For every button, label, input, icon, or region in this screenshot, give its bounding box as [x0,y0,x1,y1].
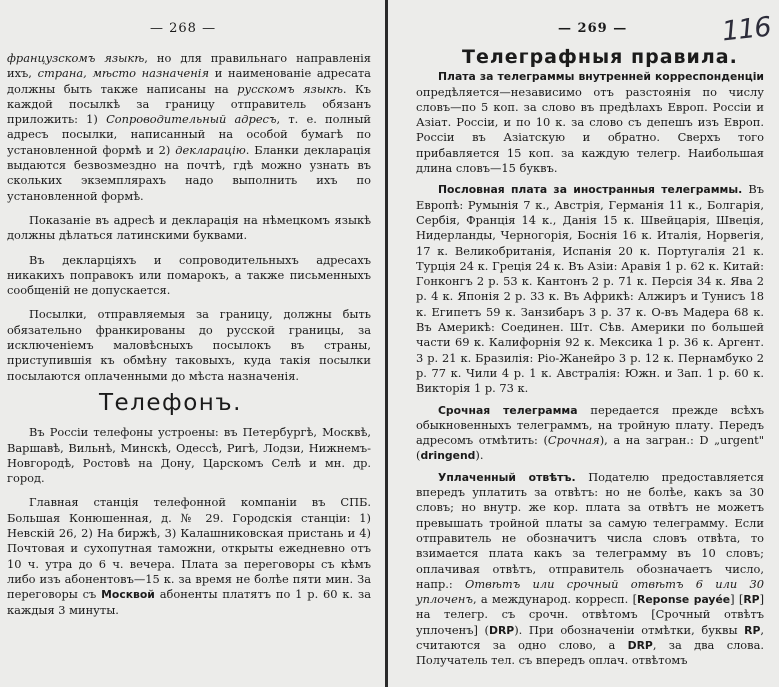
right-page [388,0,779,687]
paragraph: Въ Россіи телефоны устроены: въ Петербургѣ, Москвѣ, Варшавѣ, Вильнѣ, Минскѣ, Одессѣ, Ригѣ, Лодзи, Нижнемъ-Новгородѣ, Ростовѣ на Дону, Царскомъ Селѣ и мн. др. город. [7,425,371,486]
text-span: ). При обозначеніи отмѣтки, буквы [514,622,745,637]
paragraph: Въ декларціяхъ и сопроводительныхъ адресахъ никакихъ поправокъ или помарокъ, а также письменныхъ сообщеній не допускается. [7,252,371,298]
italic-text: Сопроводительный адресъ [106,112,277,127]
bold-text: Reponse payée [637,593,731,607]
text-span: и наименованіе адресата должны быть также написаны на [7,66,371,96]
bold-text: RP [743,593,760,607]
italic-text: Отвѣтъ или срочный отвѣтъ 6 или 30 уплоченъ [416,576,764,607]
bold-text: DRP [489,623,515,637]
page-number: — 268 — [150,21,217,36]
paragraph: Посылки, отправляемыя за границу, должны быть обязательно франкированы до русской границы, за исключеніемъ маловѣсныхъ посылокъ въ страны, приступившія къ обмѣну таковыхъ, куда такія посылки посылаются оплаченными до мѣста назначенія. [7,307,371,383]
italic-text: русскомъ языкѣ [237,81,343,96]
text-span: , считаются за одно слово, а [416,622,764,652]
paragraph [7,495,371,617]
handwritten-page-number: 116 [720,11,773,48]
text-span: . Бланки декларація выдаются безвозмездно на почтѣ, гдѣ можно узнать въ скольких экземплярахъ надо выполнить ихъ по установленной формѣ. [7,142,371,203]
text-span: . Къ каждой посылкѣ за границу отправитель обязанъ приложить: 1) [7,81,372,127]
text-span: , но для правильнаго направленія ихъ, [7,51,371,81]
text-span: ). [475,448,484,463]
text-span: опредѣляется—независимо отъ разстоянія по числу словъ—по 5 коп. за слово въ предѣлахъ Европ. Россіи и Азіат. Россіи, и по 10 к. за слово съ депешъ изъ Европ. Россіи въ Азіатскую и обратно. Сверхъ того прибавляется 15 коп. за каждую телегр. Наибольшая длина словъ—15 буквъ. [416,84,764,176]
paragraph [7,51,371,204]
bold-heading: Срочная телеграмма [438,403,578,417]
italic-text: декларацію [175,142,246,157]
paragraph [416,403,764,464]
italic-text: страна, мѣсто назначенія [37,66,209,81]
bold-text: RP [744,623,761,637]
bold-text: Москвой [101,588,155,602]
bold-text: dringend [420,449,476,463]
section-title: Телефонъ. [99,389,242,416]
page-title: Телеграфныя правила. [462,46,738,68]
paragraph: Показаніе въ адресѣ и декларація на нѣмецкомъ языкѣ должны дѣлаться латинскими буквами. [7,212,371,243]
text-span: передается прежде всѣхъ обыкновенныхъ телеграммъ, на тройную плату. Передъ адресомъ отмѣтить: ( [416,402,764,448]
page-number: — 269 — [558,21,628,36]
bold-heading: Уплаченный отвѣтъ. [438,470,576,484]
text-span: , за два слова. Получатель тел. съ впередъ оплач. отвѣтомъ [416,637,764,668]
text-span: ] на телегр. съ срочн. отвѣтомъ [Срочный отвѣтъ уплоченъ] ( [416,592,765,637]
left-page [0,0,385,687]
text-span: Подателю предоставляется впередъ уплатить за отвѣтъ: но не болѣе, какъ за 30 словъ; но внутр. же кор. плата за отвѣтъ не можетъ превышать тройной платы за самую телеграмму. Если отправитель не обозначитъ числа словъ отвѣта, то взимается плата какъ за телеграмму въ 10 словъ; оплачивая отвѣтъ, отправитель обозначаетъ число, напр.: [416,469,764,591]
paragraph [416,69,764,176]
text-span: ), а на загран.: D „urgent" ( [416,433,764,463]
bold-heading: Плата за телеграммы внутренней корреспонденціи [438,70,764,84]
text-span: ] [ [730,592,744,607]
text-span: Въ Европѣ: Румынія 7 к., Австрія, Германія 11 к., Болгарія, Сербія, Франція 14 к., Данія 15 к. Швейцарія, Швеція, Нидерланды, Черногорія, Боснія 16 к. Италія, Норвегія, 17 к. Великобританія, Испанія 20 к. Португалія 21 к. Турція 24 к. Греція 24 к. Въ Азіи: Аравія 1 р. 62 к. Китай: Гонконгъ 2 р. 53 к. Кантонъ 2 р. 71 к. Персія 34 к. Ява 2 р. 4 к. Японія 2 р. 33 к. Въ Африкѣ: Алжиръ и Тунисъ 18 к. Египетъ 59 к. Занзибаръ 3 р. 37 к. О-въ Мадера 68 к. Въ Америкѣ: Соединен. Шт. Сѣв. Америки по большей части 69 к. Калифорнія 92 к. Мексика 1 р. 36 к. Аргент. 3 р. 21 к. Бразилія: Ріо-Жанейро 3 р. 12 к. Пернамбуко 2 р. 77 к. Чили 4 р. 1 к. Австралія: Южн. и Зап. 1 р. 60 к. Викторія 1 р. 73 к. [416,182,764,396]
paragraph [416,470,764,669]
text-span: Главная станція телефонной компаніи въ СПБ. Большая Конюшенная, д. № 29. Городскія станціи: 1) Невскій 26, 2) На биржѣ, 3) Калашниковская пристань и 4) Почтовая и сухопутная таможни, открыты ежедневно отъ 10 ч. утра до 6 ч. вечера. Плата за переговоры съ кѣмъ либо изъ абонентовъ—15 к. за время не болѣе пяти мин. За переговоры съ [7,495,371,602]
bold-text: DRP [627,638,653,652]
right-page-text [416,46,765,669]
bold-heading: Пословная плата за иностранныя телеграммы. [438,183,743,197]
left-page-text [7,51,371,618]
text-span: абоненты платятъ по 1 р. 60 к. за каждыя 3 минуты. [7,587,371,617]
italic-text: Срочная [547,433,600,448]
text-span: , а международ. корресп. [ [472,592,638,607]
paragraph [416,182,764,396]
italic-text: французскомъ языкѣ [7,51,145,65]
text-span: , т. е. полный адресъ посылки, написанный на особой бумагѣ по установленной формѣ и 2) [7,112,371,157]
